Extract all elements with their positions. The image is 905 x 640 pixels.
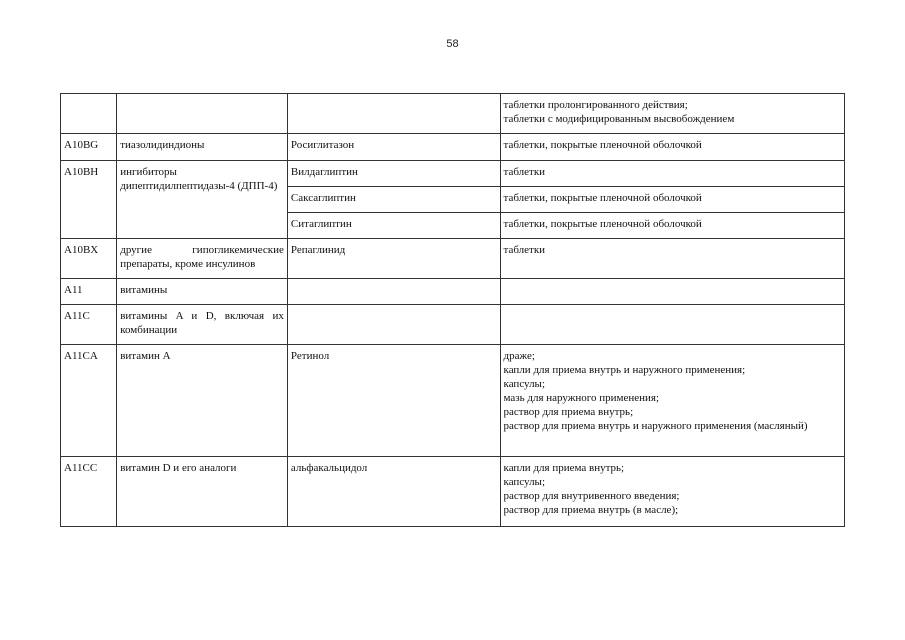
atc-code-cell: A11CA: [61, 345, 117, 457]
dosage-form-line: раствор для приема внутрь и наружного применения (масляный): [503, 420, 808, 432]
atc-code-cell: A11CC: [61, 457, 117, 527]
table-row: [61, 134, 845, 161]
group-cell: витамины A и D, включая их комбинации: [117, 305, 288, 345]
group-cell: витамины: [117, 279, 288, 305]
group-cell: другие гипогликемические препараты, кроме инсулинов: [117, 239, 288, 279]
dosage-form-line: капсулы;: [503, 476, 546, 488]
dosage-form-line: таблетки пролонгированного действия;: [503, 99, 688, 111]
group-cell: витамин A: [117, 345, 288, 457]
atc-code-cell: A11: [61, 279, 117, 305]
dosage-forms-cell: [500, 213, 844, 239]
drug-name-cell: Росиглитазон: [287, 134, 500, 161]
dosage-forms-cell: [500, 239, 844, 279]
atc-code-cell: A10BX: [61, 239, 117, 279]
atc-code-cell: [61, 94, 117, 134]
drug-table: [60, 93, 845, 527]
dosage-forms-cell: [500, 94, 844, 134]
table-row: [61, 345, 845, 457]
table-row: [61, 94, 845, 134]
dosage-forms-cell: [500, 279, 844, 305]
dosage-form-line: капли для приема внутрь;: [503, 462, 625, 474]
dosage-forms-cell: [500, 305, 844, 345]
drug-name-cell: [287, 279, 500, 305]
dosage-form-line: раствор для приема внутрь;: [503, 406, 634, 418]
dosage-form-line: раствор для приема внутрь (в масле);: [503, 504, 679, 516]
dosage-form-line: таблетки: [503, 244, 546, 256]
atc-code-cell: A10BH: [61, 161, 117, 239]
dosage-form-line: таблетки, покрытые пленочной оболочкой: [503, 192, 702, 204]
dosage-forms-cell: [500, 187, 844, 213]
group-cell: тиазолидиндионы: [117, 134, 288, 161]
drug-name-cell: Вилдаглиптин: [287, 161, 500, 187]
table-row: [61, 457, 845, 527]
dosage-form-line: таблетки: [503, 166, 546, 178]
drug-name-cell: Ситаглиптин: [287, 213, 500, 239]
group-cell: [117, 94, 288, 134]
dosage-form-line: мазь для наружного применения;: [503, 392, 660, 404]
atc-code-cell: A10BG: [61, 134, 117, 161]
drug-name-cell: Ретинол: [287, 345, 500, 457]
page-number: 58: [446, 38, 459, 50]
drug-name-cell: [287, 94, 500, 134]
dosage-form-line: капли для приема внутрь и наружного применения;: [503, 364, 746, 376]
dosage-form-line: таблетки, покрытые пленочной оболочкой: [503, 218, 702, 230]
dosage-form-line: капсулы;: [503, 378, 546, 390]
dosage-form-line: раствор для внутривенного введения;: [503, 490, 680, 502]
drug-name-cell: Репаглинид: [287, 239, 500, 279]
dosage-forms-cell: [500, 161, 844, 187]
dosage-forms-cell: [500, 134, 844, 161]
drug-name-cell: [287, 305, 500, 345]
dosage-forms-cell: [500, 457, 844, 527]
drug-name-cell: альфакальцидол: [287, 457, 500, 527]
table-row: [61, 279, 845, 305]
dosage-form-line: таблетки с модифицированным высвобождением: [503, 113, 735, 125]
dosage-form-line: драже;: [503, 350, 535, 362]
table-row: [61, 161, 845, 187]
group-cell: ингибиторы дипептидилпептидазы-4 (ДПП-4): [117, 161, 288, 239]
table-row: [61, 305, 845, 345]
dosage-forms-cell: [500, 345, 844, 457]
atc-code-cell: A11C: [61, 305, 117, 345]
group-cell: витамин D и его аналоги: [117, 457, 288, 527]
dosage-form-line: таблетки, покрытые пленочной оболочкой: [503, 139, 702, 151]
drug-name-cell: Саксаглиптин: [287, 187, 500, 213]
table-row: [61, 239, 845, 279]
